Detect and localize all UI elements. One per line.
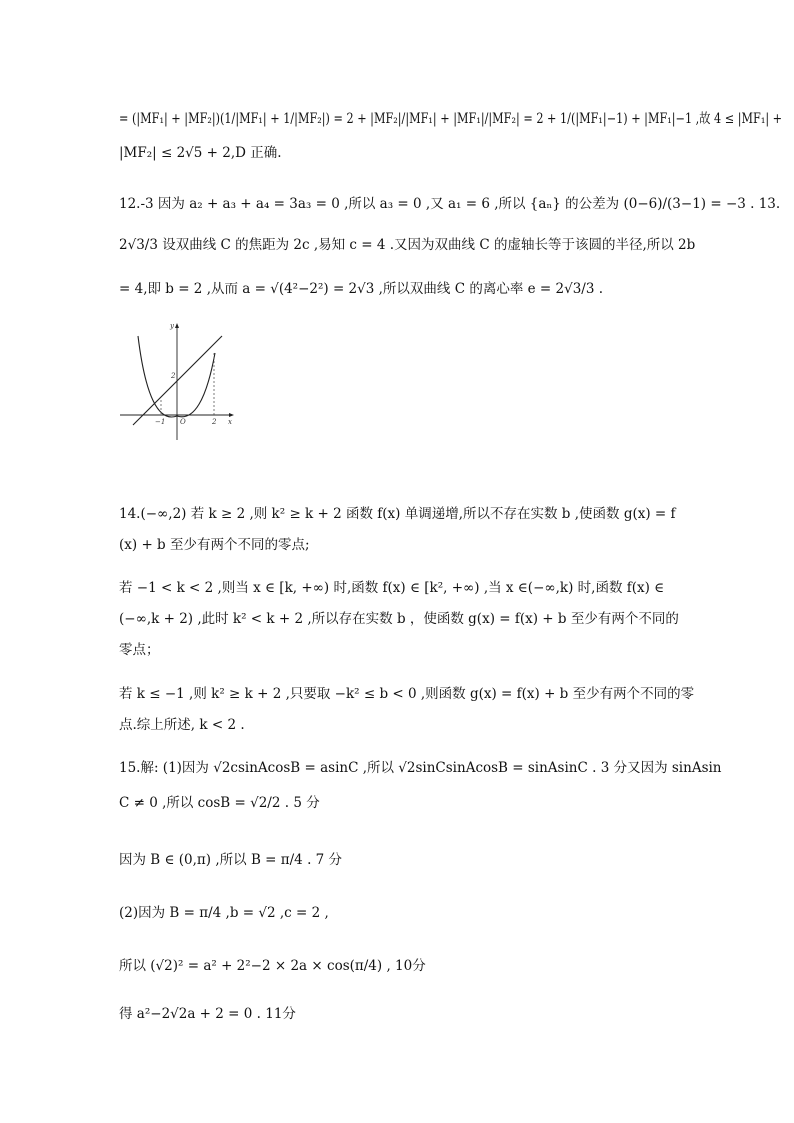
x-axis-arrow <box>229 413 234 417</box>
function-graph <box>118 318 238 444</box>
text-line-8: 若 −1 < k < 2 ,则当 x ∈ [k, +∞) 时,函数 f(x) ∈ [k², +∞) ,当 x ∈(−∞,k) 时,函数 f(x) ∈ <box>119 580 665 596</box>
text-line-16: (2)因为 B = π/4 ,b = √2 ,c = 2 , <box>119 905 329 921</box>
text-line-7: (x) + b 至少有两个不同的零点; <box>119 537 310 553</box>
y-axis-arrow <box>175 323 179 328</box>
x-tick-neg1: −1 <box>155 418 166 426</box>
text-line-6: 14.(−∞,2) 若 k ≥ 2 ,则 k² ≥ k + 2 函数 f(x) 单调递增,所以不存在实数 b ,使函数 g(x) = f <box>119 506 676 522</box>
text-line-3: 12.-3 因为 a₂ + a₃ + a₄ = 3a₃ = 0 ,所以 a₃ = 0 ,又 a₁ = 6 ,所以 {aₙ} 的公差为 (0−6)/(3−1) = −3 . 13. <box>119 196 781 212</box>
text-line-15: 因为 B ∈ (0,π) ,所以 B = π/4 . 7 分 <box>119 852 343 868</box>
text-line-11: 若 k ≤ −1 ,则 k² ≥ k + 2 ,只要取 −k² ≤ b < 0 ,则函数 g(x) = f(x) + b 至少有两个不同的零 <box>119 686 695 702</box>
text-line-12: 点.综上所述, k < 2 . <box>119 717 245 733</box>
text-line-1: = (|MF₁| + |MF₂|)(1/|MF₁| + 1/|MF₂|) = 2 + |MF₂|/|MF₁| + |MF₁|/|MF₂| = 2 + 1/(|MF₁|−1) + |MF₁|−1 ,故 4 ≤ |MF₁| + <box>119 111 783 127</box>
text-line-9: (−∞,k + 2) ,此时 k² < k + 2 ,所以存在实数 b ，使函数 g(x) = f(x) + b 至少有两个不同的 <box>119 611 679 627</box>
text-line-10: 零点； <box>119 642 160 658</box>
text-line-2: |MF₂| ≤ 2√5 + 2,D 正确. <box>119 145 282 161</box>
x-axis-label: x <box>228 418 232 426</box>
parabola-curve <box>138 336 215 417</box>
text-line-18: 得 a²−2√2a + 2 = 0 . 11分 <box>119 1006 296 1022</box>
x-tick-2: 2 <box>212 418 217 426</box>
text-line-4: 2√3/3 设双曲线 C 的焦距为 2c ,易知 c = 4 .又因为双曲线 C 的虚轴长等于该圆的半径,所以 2b <box>119 237 696 253</box>
text-line-5: = 4,即 b = 2 ,从而 a = √(4²−2²) = 2√3 ,所以双曲线 C 的离心率 e = 2√3/3 . <box>119 281 604 297</box>
text-line-17: 所以 (√2)² = a² + 2²−2 × 2a × cos(π/4) , 10分 <box>119 958 426 974</box>
y-axis-label: y <box>170 322 174 330</box>
text-line-13: 15.解: (1)因为 √2csinAcosB = asinC ,所以 √2sinCsinAcosB = sinAsinC . 3 分又因为 sinAsin <box>119 760 722 776</box>
origin-label: O <box>180 418 186 426</box>
text-line-14: C ≠ 0 ,所以 cosB = √2/2 . 5 分 <box>119 795 320 811</box>
y-tick-2: 2 <box>171 372 176 380</box>
